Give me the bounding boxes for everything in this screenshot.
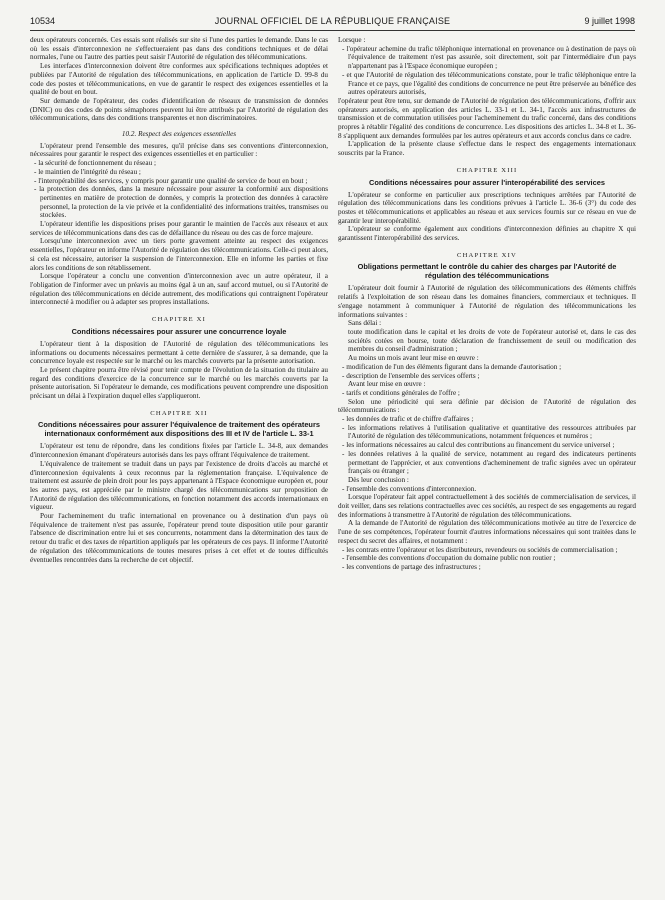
- essential-requirements-list: [30, 159, 328, 220]
- list-heading: Au moins un mois avant leur mise en œuvre :: [348, 354, 479, 363]
- paragraph: Sur demande de l'opérateur, des codes d'identification de réseaux de transmission de données (DNIC) ou des codes de points sémaphores peuvent lui être attribués par l'Autorité de régulation des télécommunications, dans des conditions transparentes et non discriminatoires.: [30, 96, 328, 123]
- right-column: [338, 36, 636, 892]
- list-item: - l'opérateur achemine du trafic téléphonique international en provenance ou à destination de pays où l'équivalence de traitement n'est pas assurée, soit directement, soit par l'intermédiaire d'un pays n'appartenant pas à l'Espace économique européen ;: [338, 45, 636, 71]
- list-heading: Selon une périodicité qui sera définie par décision de l'Autorité de régulation des télécommunications :: [338, 397, 636, 415]
- info-list: [338, 363, 636, 380]
- paragraph: L'application de la présente clause s'effectue dans le respect des engagements internationaux souscrits par la France.: [338, 140, 636, 158]
- issue-date: 9 juillet 1998: [584, 16, 635, 26]
- paragraph: Lorsque :: [338, 36, 366, 44]
- list-heading: Sans délai :: [348, 319, 382, 328]
- page-number: 10534: [30, 16, 56, 26]
- list-item: - la protection des données, dans la mesure nécessaire pour assurer la conformité aux dispositions pertinentes en matière de protection de données, y compris la protection des données à caractère personnel, la protection de la vie privée et la confidentialité des informations traitées, transmises ou stockées.: [30, 185, 328, 220]
- list-item: - les informations nécessaires au calcul des contributions au financement du service universel ;: [338, 441, 636, 450]
- paragraph: Lorsque l'opérateur a conclu une convention d'interconnexion avec un autre opérateur, il a l'obligation de l'informer avec un préavis au moins égal à un an, sauf accord mutuel, ou si l'Autorité de régulation des télécommunications en décide autrement, des modifications qui contraignent l'opérateur interconnecté à modifier ou à adapter ses propres installations.: [30, 272, 328, 307]
- list-item: - les données relatives à la qualité de service, notamment au regard des indicateurs pertinents permettant de l'apprécier, et aux conventions d'acheminement de trafic signées avec un opérateur français ou étranger ;: [338, 450, 636, 476]
- paragraph: Lorsqu'une interconnexion avec un tiers porte gravement atteinte au respect des exigences essentielles, l'opérateur en informe l'Autorité de régulation des télécommunications. Celle-ci peut alors, si cela est nécessaire, autoriser la suspension de l'interconnexion. Elle en informe les parties et fixe alors les conditions de son rétablissement.: [30, 237, 328, 272]
- paragraph: L'opérateur se conforme également aux conditions d'interconnexion définies au chapitre X qui garantissent l'interopérabilité des services.: [338, 225, 636, 243]
- paragraph: A la demande de l'Autorité de régulation des télécommunications motivée au titre de l'exercice de l'une de ses compétences, l'opérateur fournit d'autres informations nécessaires qui sont traitées dans le respect du secret des affaires, et notamment :: [338, 519, 636, 545]
- list-item: - les conventions de partage des infrastructures ;: [338, 563, 636, 572]
- paragraph: deux opérateurs concernés. Ces essais sont réalisés sur site si l'une des parties le demande. Dans le cas où les essais d'interconnexion ne s'effectueraient pas dans des conditions techniques et de délai normales, l'une ou l'autre des parties peut saisir l'Autorité de régulation des télécommunications.: [30, 36, 328, 62]
- paragraph: l'opérateur peut être tenu, sur demande de l'Autorité de régulation des télécommunications, d'offrir aux opérateurs autorisés, en application des articles L. 33-1 et L. 34-1, l'accès aux infrastructures de transmission et de commutation utilisées pour l'acheminement du trafic concerné, dans des conditions propres à rétablir l'égalité des conditions de concurrence. Les dispositions des articles L. 34-8 et L. 36-8 s'appliquent aux demandes formulées par les autres opérateurs et aux accords conclus dans ce cadre.: [338, 96, 636, 140]
- list-heading: Avant leur mise en œuvre :: [348, 380, 426, 389]
- paragraph: L'opérateur est tenu de répondre, dans les conditions fixées par l'article L. 34-8, aux demandes d'interconnexion émanant d'opérateurs autorisés dans les pays offrant l'équivalence de traitement.: [30, 442, 328, 460]
- list-item: - l'ensemble des conventions d'interconnexion.: [338, 485, 636, 494]
- chapter-title: Conditions nécessaires pour assurer l'interopérabilité des services: [369, 177, 605, 187]
- info-list: [338, 415, 636, 476]
- paragraph: Lorsque l'opérateur fait appel contractuellement à des sociétés de commercialisation de services, il doit veiller, dans ses relations contractuelles avec ces sociétés, au respect de ses engagements au regard des informations à transmettre à l'Autorité de régulation des télécommunications.: [338, 493, 636, 519]
- section-heading: 10.2. Respect des exigences essentielles: [121, 130, 237, 139]
- info-list: [338, 485, 636, 494]
- list-item: - les informations relatives à l'utilisation qualitative et quantitative des ressources attribuées par l'Autorité de régulation des télécommunications, notamment fréquences et numéros ;: [338, 424, 636, 441]
- chapter-title: Conditions nécessaires pour assurer une concurrence loyale: [71, 326, 287, 336]
- paragraph: L'opérateur prend l'ensemble des mesures, qu'il précise dans ses conventions d'interconnexion, nécessaires pour garantir le respect des exigences essentielles et en particulier :: [30, 141, 328, 159]
- info-list: [338, 389, 636, 398]
- list-item: - la sécurité de fonctionnement du réseau ;: [30, 159, 328, 168]
- list-item: - description de l'ensemble des services offerts ;: [338, 372, 636, 381]
- paragraph: L'équivalence de traitement se traduit dans un pays par l'existence de droits d'accès au marché et d'interconnexion équivalents à ceux reconnus par la réglementation française. L'équivalence de traitement est assurée de plein droit pour les pays appartenant à l'Espace économique européen et, pour les autres pays, est appréciée par le ministre chargé des télécommunications sur proposition de l'Autorité de régulation des télécommunications, en fonction notamment des accords internationaux en vigueur.: [30, 459, 328, 512]
- list-item: - le maintien de l'intégrité du réseau ;: [30, 168, 328, 177]
- list-item: - l'ensemble des conventions d'occupation du domaine public non routier ;: [338, 554, 636, 563]
- paragraph: L'opérateur se conforme en particulier aux prescriptions techniques arrêtées par l'Autorité de régulation des télécommunications dans les conditions prévues à l'article L. 36-6 (3°) du code des postes et télécommunications et applicables au réseau et aux services fournis sur ce réseau en vue de garantir leur interopérabilité.: [338, 190, 636, 225]
- journal-title: JOURNAL OFFICIEL DE LA RÉPUBLIQUE FRANÇAISE: [214, 16, 451, 26]
- chapter-label: CHAPITRE XII: [150, 409, 208, 417]
- chapter-label: CHAPITRE XIII: [456, 166, 518, 174]
- list-item: - tarifs et conditions générales de l'offre ;: [338, 389, 636, 398]
- conditions-list: [338, 45, 636, 97]
- paragraph: L'opérateur doit fournir à l'Autorité de régulation des télécommunications des éléments chiffrés relatifs à l'exploitation de son réseau dans les domaines financiers, commerciaux et techniques. Il s'engage notamment à communiquer à l'Autorité de régulation des télécommunications les informations suivantes :: [338, 284, 636, 319]
- paragraph: L'opérateur identifie les dispositions prises pour garantir le maintien de l'accès aux réseaux et aux services de télécommunications dans des cas de défaillance du réseau ou des cas de force majeure.: [30, 220, 328, 237]
- paragraph: Pour l'acheminement du trafic international en provenance ou à destination d'un pays où l'équivalence de traitement n'est pas assurée, l'opérateur prend toute disposition utile pour garantir l'absence de discrimination entre lui et ses concurrents, notamment dans la détermination des taux de retour du trafic et des taxes de répartition appliqués par les opérateurs de ces pays. Il informe l'Autorité de régulation des télécommunications de toutes mesures prises à cet effet et de toutes difficultés éventuelles rencontrées dans la recherche de cet objectif.: [30, 512, 328, 564]
- paragraph: Les interfaces d'interconnexion doivent être conformes aux spécifications techniques adoptées et publiées par l'Autorité de régulation des télécommunications, en application de l'article D. 99-8 du code des postes et télécommunications, en vue de garantir le respect des exigences essentielles et la qualité de bout en bout.: [30, 62, 328, 97]
- list-item: - les contrats entre l'opérateur et les distributeurs, revendeurs ou sociétés de commercialisation ;: [338, 546, 636, 555]
- chapter-title: Obligations permettant le contrôle du cahier des charges par l'Autorité de régulation des télécommunications: [357, 262, 617, 281]
- paragraph: L'opérateur tient à la disposition de l'Autorité de régulation des télécommunications les informations ou documents nécessaires permettant à cette dernière de s'assurer, à sa demande, que la concurrence loyale est respectée sur le marché ou les marchés couverts par la présente autorisation.: [30, 339, 328, 366]
- chapter-title: Conditions nécessaires pour assurer l'équivalence de traitement des opérateurs internationaux conformément aux dispositions des III et IV de l'article L. 33-1: [38, 420, 320, 439]
- info-list: [338, 546, 636, 572]
- list-item: - l'interopérabilité des services, y compris pour garantir une qualité de service de bout en bout ;: [30, 177, 328, 186]
- paragraph: toute modification dans le capital et les droits de vote de l'opérateur autorisé et, dans le cas des sociétés cotées en bourse, toute déclaration de franchissement de seuil ou modification des membres du conseil d'administration ;: [348, 327, 636, 354]
- left-column: [30, 36, 328, 892]
- chapter-label: CHAPITRE XI: [151, 316, 207, 324]
- paragraph: Le présent chapitre pourra être révisé pour tenir compte de l'évolution de la situation du titulaire au regard des conditions d'exercice de la concurrence sur le marché ou les marchés couverts par la présente autorisation. Si l'opérateur le demande, ces modifications peuvent comprendre une disposition précisant un délai à l'expiration duquel elles s'appliqueront.: [30, 365, 328, 401]
- list-item: - et que l'Autorité de régulation des télécommunications constate, pour le trafic téléphonique entre la France et ce pays, que l'égalité des conditions de concurrence ne peut être préservée au bénéfice des autres opérateurs autorisés,: [338, 71, 636, 97]
- header-rule: [30, 30, 635, 31]
- list-heading: Dès leur conclusion :: [348, 475, 409, 484]
- page-header: [30, 16, 635, 30]
- list-item: - modification de l'un des éléments figurant dans la demande d'autorisation ;: [338, 363, 636, 372]
- list-item: - les données de trafic et de chiffre d'affaires ;: [338, 415, 636, 424]
- chapter-label: CHAPITRE XIV: [456, 251, 517, 259]
